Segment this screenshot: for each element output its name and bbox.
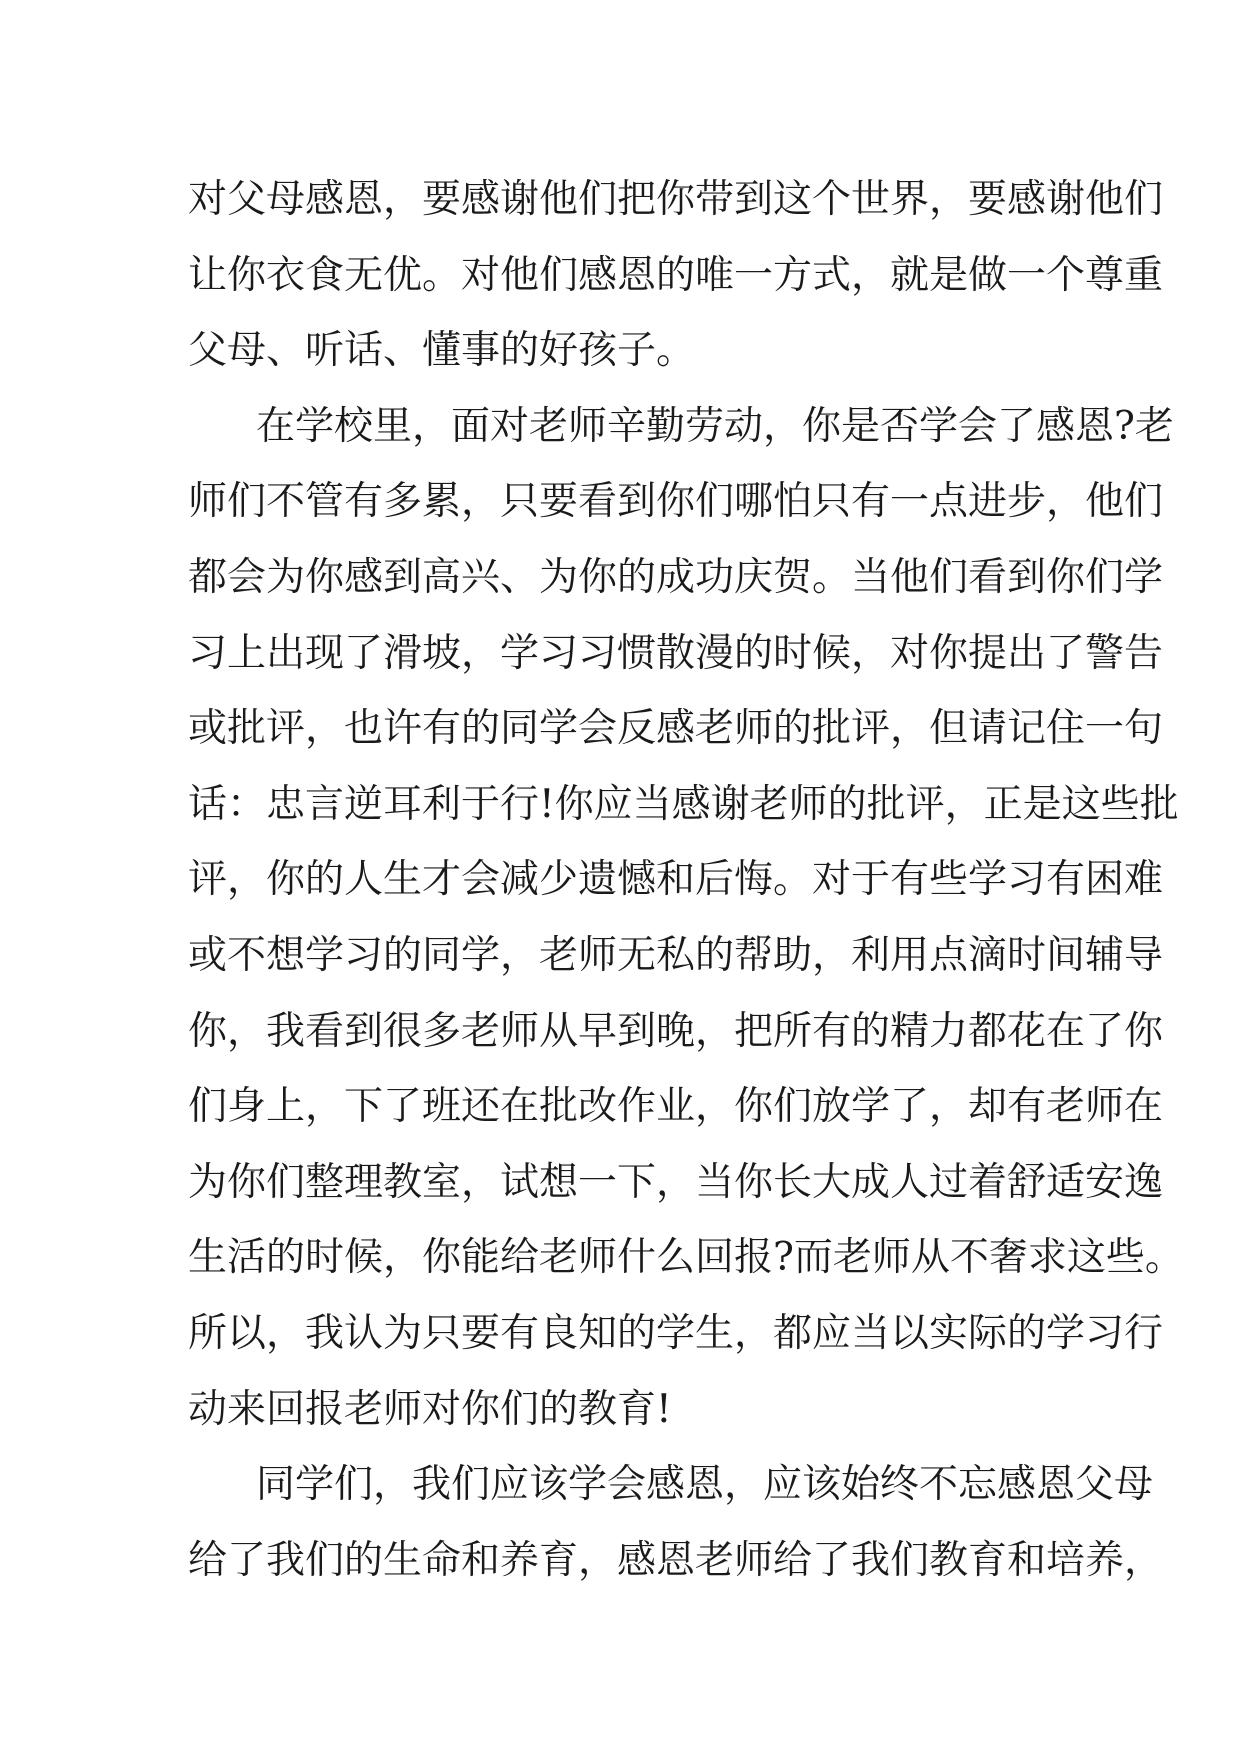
- document-body: [188, 162, 1184, 1598]
- text-line: 或不想学习的同学，老师无私的帮助，利用点滴时间辅导: [188, 932, 1164, 978]
- text-line: 评，你的人生才会减少遗憾和后悔。对于有些学习有困难: [188, 857, 1164, 903]
- text-line: 或批评，也许有的同学会反感老师的批评，但请记住一句: [188, 706, 1164, 752]
- text-line: 师们不管有多累，只要看到你们哪怕只有一点进步，他们: [188, 479, 1164, 525]
- text-line: 们身上，下了班还在批改作业，你们放学了，却有老师在: [188, 1084, 1164, 1130]
- paragraph-first-line: 在学校里，面对老师辛勤劳动，你是否学会了感恩?老: [256, 403, 1174, 449]
- text-line: 父母、听话、懂事的好孩子。: [188, 328, 696, 374]
- text-line: 所以，我认为只要有良知的学生，都应当以实际的学习行: [188, 1310, 1164, 1356]
- text-line: 都会为你感到高兴、为你的成功庆贺。当他们看到你们学: [188, 554, 1164, 600]
- text-line: 对父母感恩，要感谢他们把你带到这个世界，要感谢他们: [188, 177, 1164, 222]
- text-line: 生活的时候，你能给老师什么回报?而老师从不奢求这些。: [188, 1235, 1184, 1281]
- text-line: 给了我们的生命和养育，感恩老师给了我们教育和培养，: [188, 1537, 1164, 1583]
- text-line: 动来回报老师对你们的教育!: [188, 1386, 672, 1432]
- text-line: 为你们整理教室，试想一下，当你长大成人过着舒适安逸: [188, 1159, 1164, 1205]
- text-line: 让你衣食无优。对他们感恩的唯一方式，就是做一个尊重: [188, 252, 1164, 298]
- text-line: 你，我看到很多老师从早到晚，把所有的精力都花在了你: [188, 1008, 1164, 1054]
- text-line: 话：忠言逆耳利于行!你应当感谢老师的批评，正是这些批: [188, 781, 1179, 827]
- paragraph-first-line: 同学们，我们应该学会感恩，应该始终不忘感恩父母: [256, 1462, 1154, 1508]
- text-line: 习上出现了滑坡，学习习惯散漫的时候，对你提出了警告: [188, 630, 1164, 676]
